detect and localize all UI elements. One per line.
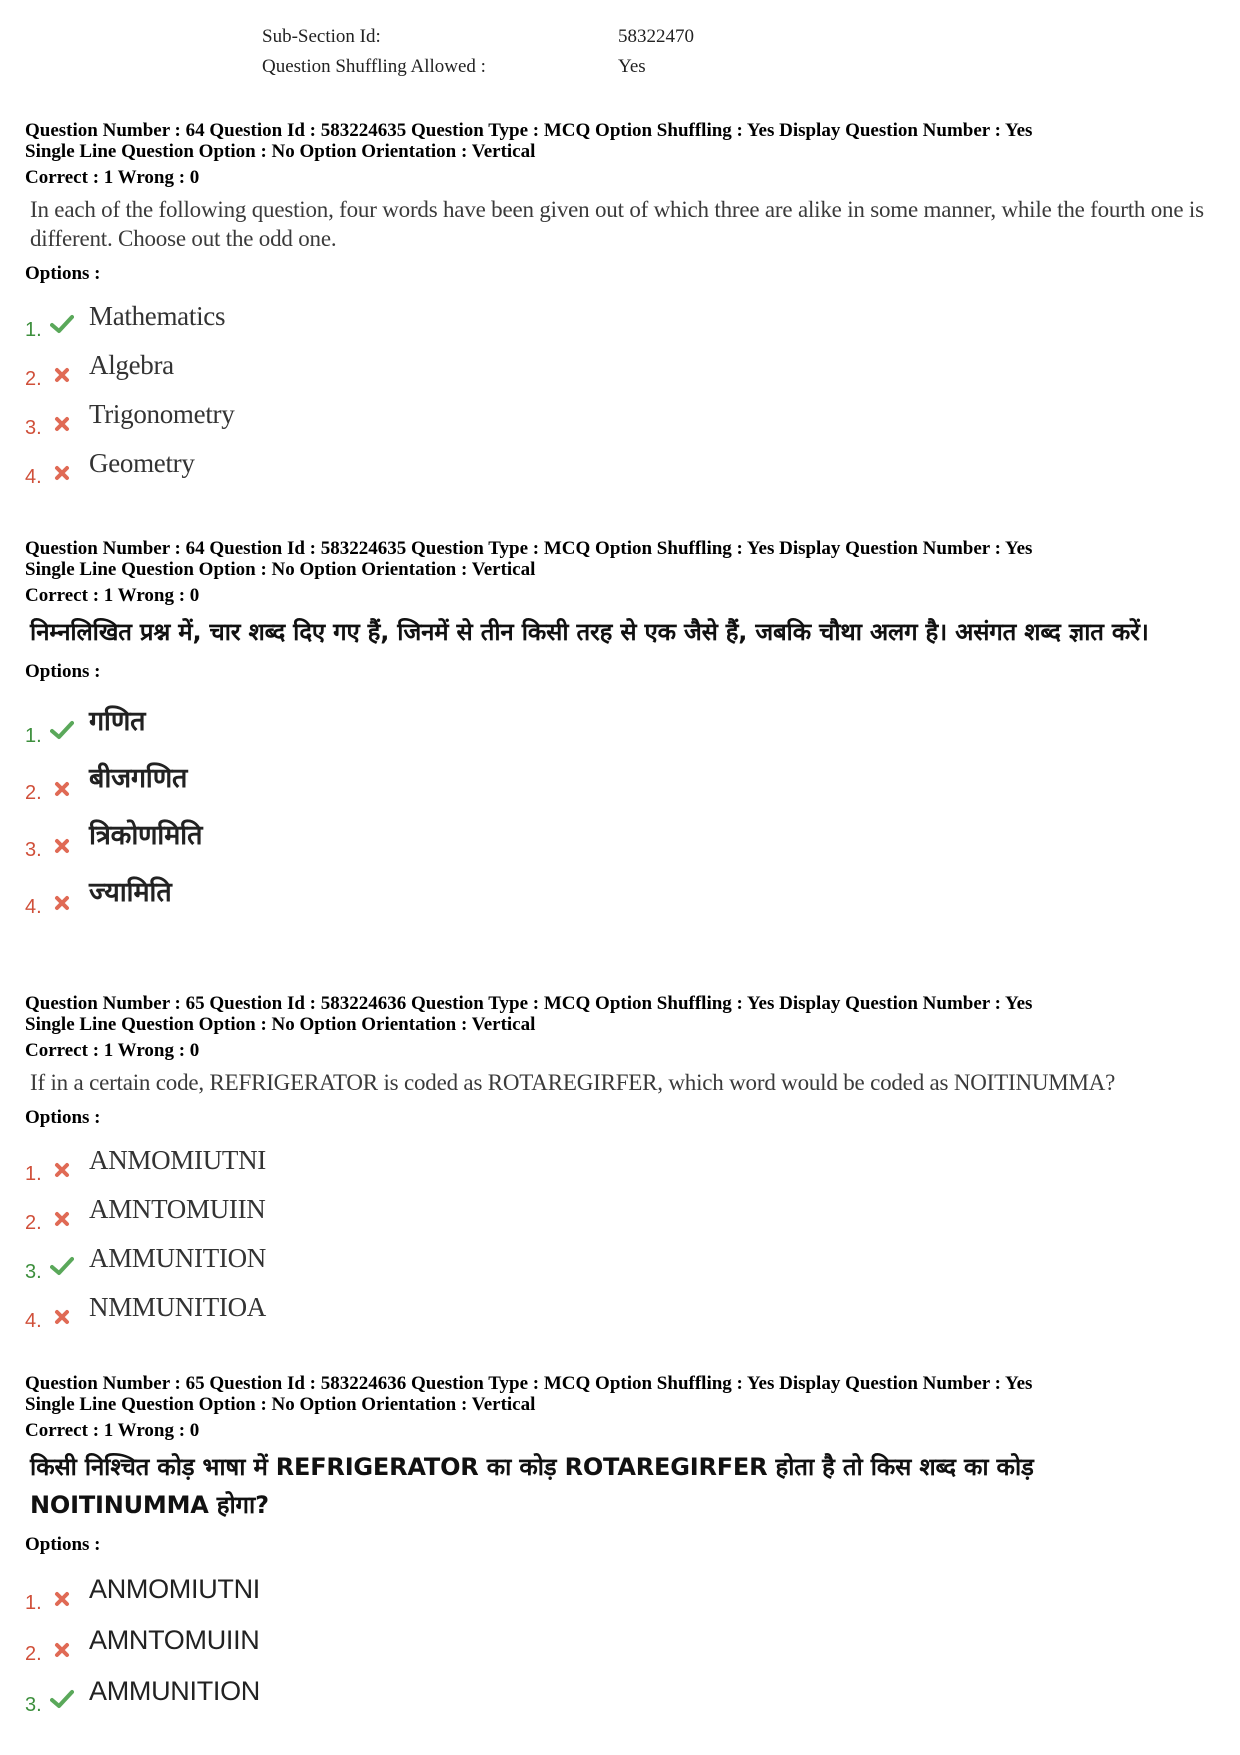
question-meta-line-1: Question Number : 64 Question Id : 583224635 Question Type : MCQ Option Shuffling : Yes Display Question Number : Yes [25, 538, 1033, 559]
option-text: त्रिकोणमिति [89, 820, 203, 851]
option-number: 1. [25, 319, 42, 341]
options-list [25, 293, 1220, 489]
option-item [25, 862, 1220, 919]
question-meta-line-1: Question Number : 65 Question Id : 583224636 Question Type : MCQ Option Shuffling : Yes Display Question Number : Yes [25, 993, 1033, 1014]
question-meta-line-2: Single Line Question Option : No Option Orientation : Vertical [25, 559, 536, 580]
subsection-label: Sub-Section Id: [262, 26, 381, 47]
cross-icon [47, 367, 77, 383]
option-number: 3. [25, 417, 42, 439]
options-list [25, 1564, 1220, 1717]
question-score: Correct : 1 Wrong : 0 [25, 167, 200, 188]
option-text: ज्यामिति [89, 877, 172, 908]
option-item [25, 1284, 1220, 1333]
option-text: NMMUNITIOA [89, 1292, 266, 1322]
option-item [25, 1666, 1220, 1717]
question-meta-line-1: Question Number : 64 Question Id : 583224635 Question Type : MCQ Option Shuffling : Yes Display Question Number : Yes [25, 120, 1033, 141]
option-text: AMNTOMUIIN [89, 1625, 260, 1655]
question-score: Correct : 1 Wrong : 0 [25, 585, 200, 606]
question-meta-line-2: Single Line Question Option : No Option Orientation : Vertical [25, 1394, 536, 1415]
option-number: 4. [25, 1310, 42, 1332]
option-item [25, 342, 1220, 391]
option-item [25, 1235, 1220, 1284]
question-block [25, 993, 1220, 1333]
option-item [25, 805, 1220, 862]
option-number: 1. [25, 725, 42, 747]
question-score: Correct : 1 Wrong : 0 [25, 1420, 200, 1441]
question-block [25, 120, 1220, 489]
option-number: 2. [25, 1212, 42, 1234]
question-text: If in a certain code, REFRIGERATOR is coded as ROTAREGIRFER, which word would be coded as NOITINUMMA? [30, 1070, 1116, 1095]
option-text: बीजगणित [89, 763, 188, 794]
question-block [25, 1373, 1220, 1717]
subsection-row [262, 26, 694, 48]
option-number: 1. [25, 1163, 42, 1185]
option-number: 2. [25, 1643, 42, 1665]
option-item [25, 1186, 1220, 1235]
options-label: Options : [25, 263, 101, 284]
option-number: 3. [25, 1694, 42, 1716]
question-text: In each of the following question, four words have been given out of which three are alike in some manner, while the fourth one is different. Choose out the odd one. [30, 197, 1204, 251]
option-item [25, 391, 1220, 440]
option-text: Algebra [89, 350, 174, 380]
option-item [25, 293, 1220, 342]
option-number: 2. [25, 782, 42, 804]
option-item [25, 748, 1220, 805]
option-number: 4. [25, 896, 42, 918]
option-number: 4. [25, 466, 42, 488]
option-text: गणित [89, 706, 146, 737]
option-text: Geometry [89, 448, 195, 478]
option-number: 3. [25, 839, 42, 861]
option-number: 3. [25, 1261, 42, 1283]
shuffle-row [262, 56, 646, 78]
option-text: Mathematics [89, 301, 226, 331]
options-list [25, 691, 1220, 919]
question-text: निम्नलिखित प्रश्न में, चार शब्द दिए गए हैं, जिनमें से तीन किसी तरह से एक जैसे हैं, जबकि चौथा अलग है। असंगत शब्द ज्ञात करें। [30, 618, 1149, 646]
option-text: Trigonometry [89, 399, 235, 429]
cross-icon [47, 465, 77, 481]
option-item [25, 1615, 1220, 1666]
option-number: 2. [25, 368, 42, 390]
options-label: Options : [25, 1534, 101, 1555]
cross-icon [47, 1642, 77, 1658]
question-score: Correct : 1 Wrong : 0 [25, 1040, 200, 1061]
cross-icon [47, 781, 77, 797]
option-text: AMMUNITION [89, 1243, 266, 1273]
option-text: AMMUNITION [89, 1676, 260, 1706]
question-block [25, 538, 1220, 919]
cross-icon [47, 416, 77, 432]
option-item [25, 1564, 1220, 1615]
question-text: किसी निश्चित कोड़ भाषा में REFRIGERATOR का कोड़ ROTAREGIRFER होता है तो किस शब्द का कोड़ NOITINUMMA होगा? [30, 1453, 1034, 1519]
question-meta-line-2: Single Line Question Option : No Option Orientation : Vertical [25, 141, 536, 162]
question-meta-line-1: Question Number : 65 Question Id : 583224636 Question Type : MCQ Option Shuffling : Yes Display Question Number : Yes [25, 1373, 1033, 1394]
check-icon [47, 720, 77, 740]
cross-icon [47, 895, 77, 911]
option-number: 1. [25, 1592, 42, 1614]
option-text: ANMOMIUTNI [89, 1574, 260, 1604]
options-label: Options : [25, 661, 101, 682]
subsection-value: 58322470 [618, 26, 694, 47]
cross-icon [47, 1162, 77, 1178]
option-text: AMNTOMUIIN [89, 1194, 266, 1224]
cross-icon [47, 1309, 77, 1325]
shuffle-label: Question Shuffling Allowed : [262, 56, 486, 77]
check-icon [47, 314, 77, 334]
option-text: ANMOMIUTNI [89, 1145, 266, 1175]
options-list [25, 1137, 1220, 1333]
shuffle-value: Yes [618, 56, 646, 77]
question-meta-line-2: Single Line Question Option : No Option Orientation : Vertical [25, 1014, 536, 1035]
cross-icon [47, 1591, 77, 1607]
option-item [25, 440, 1220, 489]
option-item [25, 1137, 1220, 1186]
cross-icon [47, 838, 77, 854]
option-item [25, 691, 1220, 748]
check-icon [47, 1256, 77, 1276]
check-icon [47, 1689, 77, 1709]
options-label: Options : [25, 1107, 101, 1128]
cross-icon [47, 1211, 77, 1227]
